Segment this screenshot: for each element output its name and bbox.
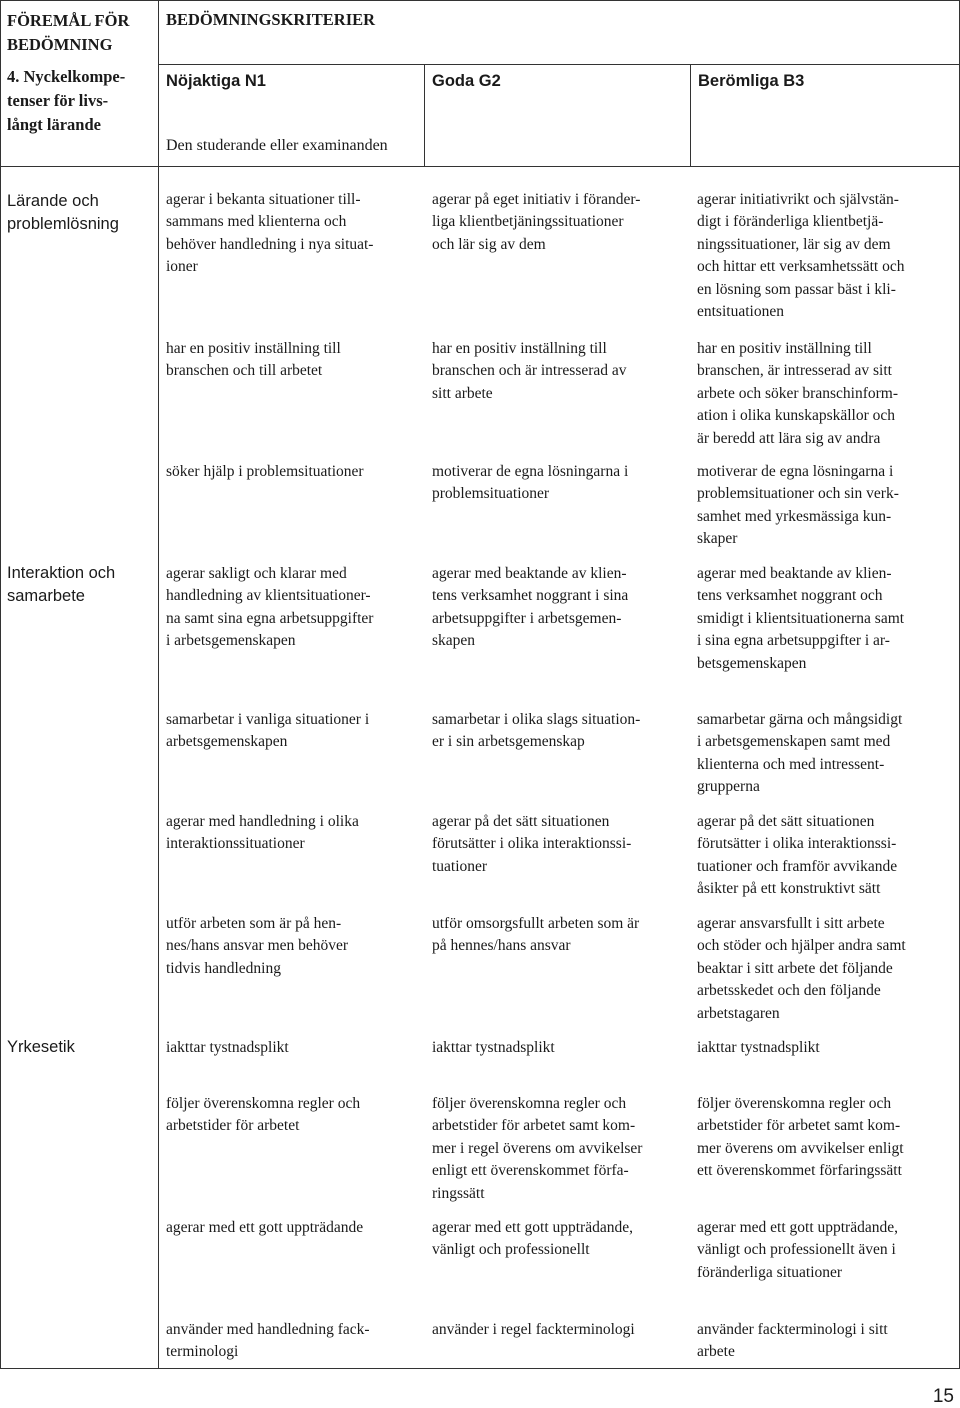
section-name-larande: Lärande och problemlösning (7, 192, 119, 233)
criterion-cell: söker hjälp i problemsituationer (166, 463, 364, 480)
level-g2: Goda G2 (432, 72, 501, 90)
object-title: FÖREMÅL FÖR BEDÖMNING (7, 11, 130, 54)
criterion-cell: agerar sakligt och klarar med handledning av klientsituationer- na samt sina egna arbetsuppgifter i arbetsgemenskapen (166, 565, 374, 650)
criterion-cell: agerar på det sätt situationen förutsätter i olika interaktionssi- tuationer och framför avvikande åsikter på ett konstruktivt sätt (697, 813, 898, 898)
table-top-border (0, 0, 960, 1)
section-title: 4. Nyckelkompe- tenser för livs- långt lärande (7, 67, 126, 134)
criterion-cell: iakttar tystnadsplikt (432, 1039, 555, 1056)
column-divider-2 (424, 64, 425, 166)
criterion-cell: agerar med handledning i olika interaktionssituationer (166, 813, 359, 853)
criterion-cell: samarbetar i vanliga situationer i arbetsgemenskapen (166, 711, 370, 751)
criterion-cell: agerar på det sätt situationen förutsätter i olika interaktionssi- tuationer (432, 813, 632, 875)
criterion-cell: agerar ansvarsfullt i sitt arbete och stöder och hjälper andra samt beaktar i sitt arbete det följande arbetsskedet och den följande arbetstagaren (697, 915, 906, 1022)
criterion-cell: agerar med ett gott uppträdande, vänligt och professionellt även i föränderliga situationer (697, 1219, 898, 1281)
criterion-cell: samarbetar i olika slags situation- er i sin arbetsgemenskap (432, 711, 641, 751)
criterion-cell: använder i regel fackterminologi (432, 1321, 635, 1338)
criterion-cell: motiverar de egna lösningarna i problemsituationer (432, 463, 629, 503)
criterion-cell: agerar med beaktande av klien- tens verksamhet noggrant och smidigt i klientsituationerna samt i sina egna arbetsuppgifter i ar- betsgemenskapen (697, 565, 905, 672)
criterion-cell: iakttar tystnadsplikt (697, 1039, 820, 1056)
criterion-cell: agerar med ett gott uppträdande (166, 1219, 364, 1236)
criterion-cell: samarbetar gärna och mångsidigt i arbetsgemenskapen samt med klienterna och med intressent- grupperna (697, 711, 903, 796)
criterion-cell: följer överenskomna regler och arbetstider för arbetet samt kom- mer överens om avvikelser enligt ett överenskommet förfaringssätt (697, 1095, 904, 1180)
criterion-cell: följer överenskomna regler och arbetstider för arbetet (166, 1095, 361, 1135)
page-number: 15 (932, 1386, 954, 1407)
section-name-interaktion: Interaktion och samarbete (7, 564, 116, 605)
criterion-cell: iakttar tystnadsplikt (166, 1039, 289, 1056)
criterion-cell: har en positiv inställning till branschen och till arbetet (166, 340, 341, 380)
criterion-cell: följer överenskomna regler och arbetstider för arbetet samt kom- mer i regel överens om avvikelser enligt ett överenskommet förfa- ringssätt (432, 1095, 643, 1202)
criterion-cell: använder med handledning fack- terminologi (166, 1321, 370, 1361)
section-name-yrkesetik: Yrkesetik (7, 1038, 75, 1056)
criterion-cell: utför omsorgsfullt arbeten som är på hennes/hans ansvar (432, 915, 640, 955)
criterion-cell: agerar initiativrikt och självstän- digt i föränderliga klientbetjä- ningssituationer, lär sig av dem och hittar ett verksamhetssätt och en lösning som passar bäst i kli- entsituationen (697, 191, 905, 321)
column-divider-1 (158, 0, 159, 1369)
criterion-cell: motiverar de egna lösningarna i problemsituationer och sin verk- samhet med yrkesmässiga kun- skaper (697, 463, 899, 548)
criterion-cell: använder fackterminologi i sitt arbete (697, 1321, 888, 1361)
table-left-border (0, 0, 1, 1369)
header-bottom-border (0, 166, 960, 167)
table-bottom-border (0, 1368, 960, 1369)
level-n1: Nöjaktiga N1 (166, 72, 266, 90)
criterion-cell: agerar med beaktande av klien- tens verksamhet noggrant i sina arbetsuppgifter i arbetsgemen- skapen (432, 565, 629, 650)
criterion-cell: agerar med ett gott uppträdande, vänligt och professionellt (432, 1219, 633, 1259)
header-divider (158, 64, 960, 65)
criterion-cell: har en positiv inställning till branschen, är intresserad av sitt arbete och söker branschinform- ation i olika kunskapskällor och är beredd att lära sig av andra (697, 340, 898, 447)
level-b3: Berömliga B3 (698, 72, 805, 90)
criterion-cell: utför arbeten som är på hen- nes/hans ansvar men behöver tidvis handledning (166, 915, 349, 977)
criterion-cell: agerar på eget initiativ i förander- liga klientbetjäningssituationer och lär sig av dem (432, 191, 641, 253)
criteria-title: BEDÖMNINGSKRITERIER (166, 10, 376, 29)
column-divider-3 (690, 64, 691, 166)
subject-line: Den studerande eller examinanden (166, 137, 388, 154)
criterion-cell: har en positiv inställning till branschen och är intresserad av sitt arbete (432, 340, 627, 402)
criterion-cell: agerar i bekanta situationer till- sammans med klienterna och behöver handledning i nya situat- ioner (166, 191, 374, 276)
